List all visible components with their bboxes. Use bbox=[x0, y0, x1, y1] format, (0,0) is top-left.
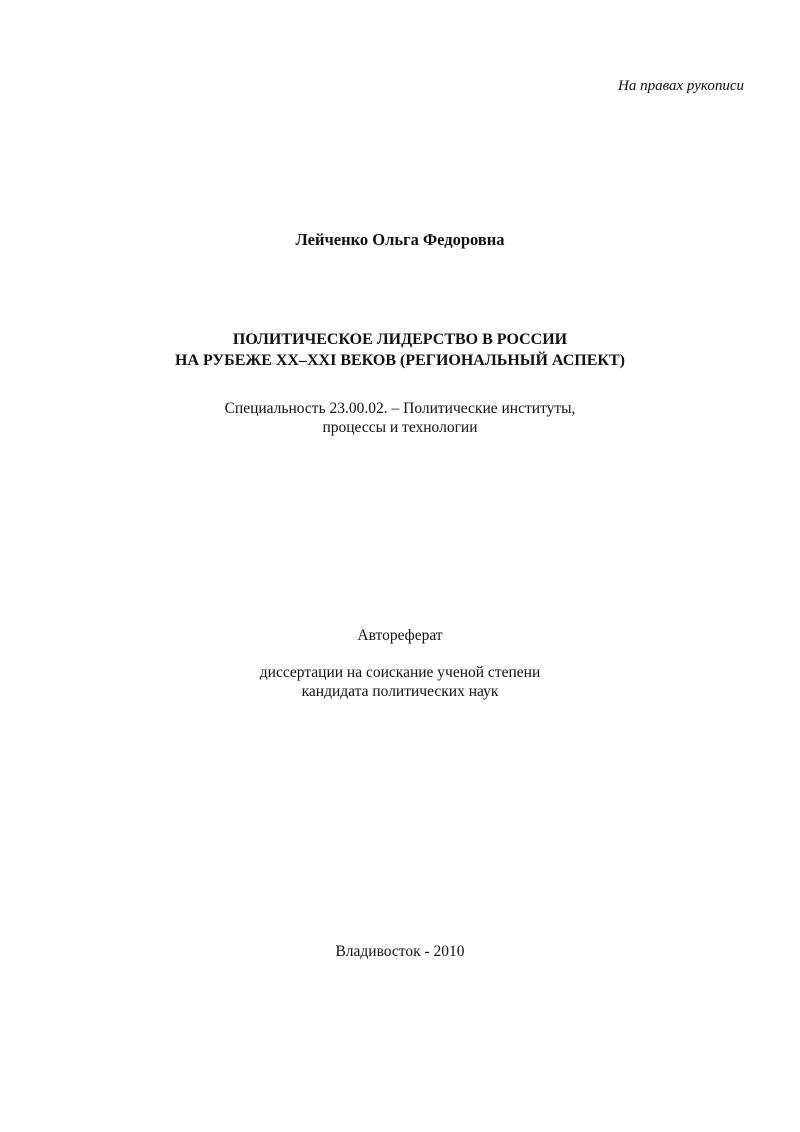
degree-line-1: диссертации на соискание ученой степени bbox=[259, 664, 541, 681]
title-line-2: НА РУБЕЖЕ ХХ–ХХI ВЕКОВ (РЕГИОНАЛЬНЫЙ АСПЕКТ) bbox=[175, 352, 625, 369]
place-year: Владивосток - 2010 bbox=[335, 943, 465, 960]
specialty-line-1: Специальность 23.00.02. – Политические институты, bbox=[224, 400, 576, 417]
specialty-line-2: процессы и технологии bbox=[322, 419, 478, 436]
document-type-label: Автореферат bbox=[357, 627, 443, 644]
author-name: Лейченко Ольга Федоровна bbox=[295, 230, 505, 249]
title-line-1: ПОЛИТИЧЕСКОЕ ЛИДЕРСТВО В РОССИИ bbox=[232, 331, 568, 348]
degree-line-2: кандидата политических наук bbox=[301, 683, 499, 700]
rights-note: На правах рукописи bbox=[618, 78, 744, 94]
